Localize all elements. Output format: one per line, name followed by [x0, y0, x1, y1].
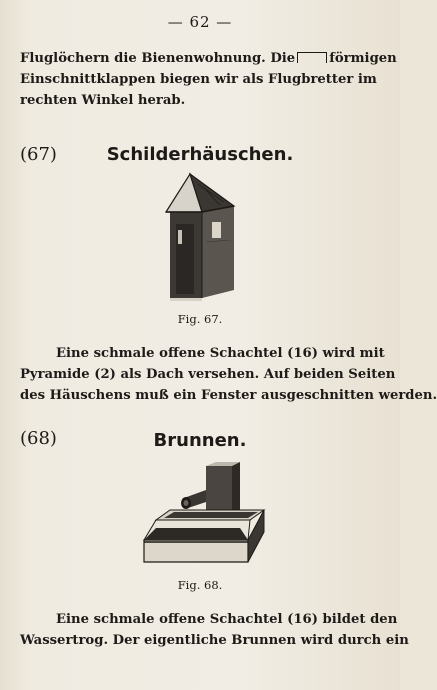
paragraph-line	[20, 48, 397, 69]
figure-caption: Fig. 67.	[177, 312, 223, 326]
section-number: (67)	[20, 144, 57, 165]
paragraph-line: rechten Winkel herab.	[20, 93, 186, 108]
paragraph-line: Wassertrog. Der eigentliche Brunnen wird durch ein	[20, 633, 409, 648]
section-68-paragraph	[20, 609, 409, 651]
section-title: Schilderhäuschen.	[106, 144, 294, 165]
paragraph-line: des Häuschens muß ein Fenster ausgeschnitten werden.	[20, 388, 437, 403]
paragraph-line-start: Fluglöchern die Bienenwohnung. Die	[20, 51, 296, 66]
paragraph-line-end: förmigen	[329, 51, 397, 66]
sentry-box-illustration-icon	[162, 172, 238, 304]
bracket-shape-icon	[297, 52, 327, 63]
section-67-paragraph	[20, 343, 437, 406]
paragraph-line: Pyramide (2) als Dach versehen. Auf beiden Seiten	[20, 367, 396, 382]
paragraph-line: Eine schmale offene Schachtel (16) bildet den	[56, 612, 398, 627]
page-number: — 62 —	[167, 13, 233, 31]
well-trough-illustration-icon	[140, 462, 270, 572]
paragraph-line: Einschnittklappen biegen wir als Flugbretter im	[20, 72, 377, 87]
figure-caption: Fig. 68.	[177, 578, 223, 592]
section-number: (68)	[20, 428, 57, 449]
paragraph-line: Eine schmale offene Schachtel (16) wird mit	[56, 346, 385, 361]
section-title: Brunnen.	[153, 430, 247, 451]
intro-paragraph	[20, 48, 397, 111]
